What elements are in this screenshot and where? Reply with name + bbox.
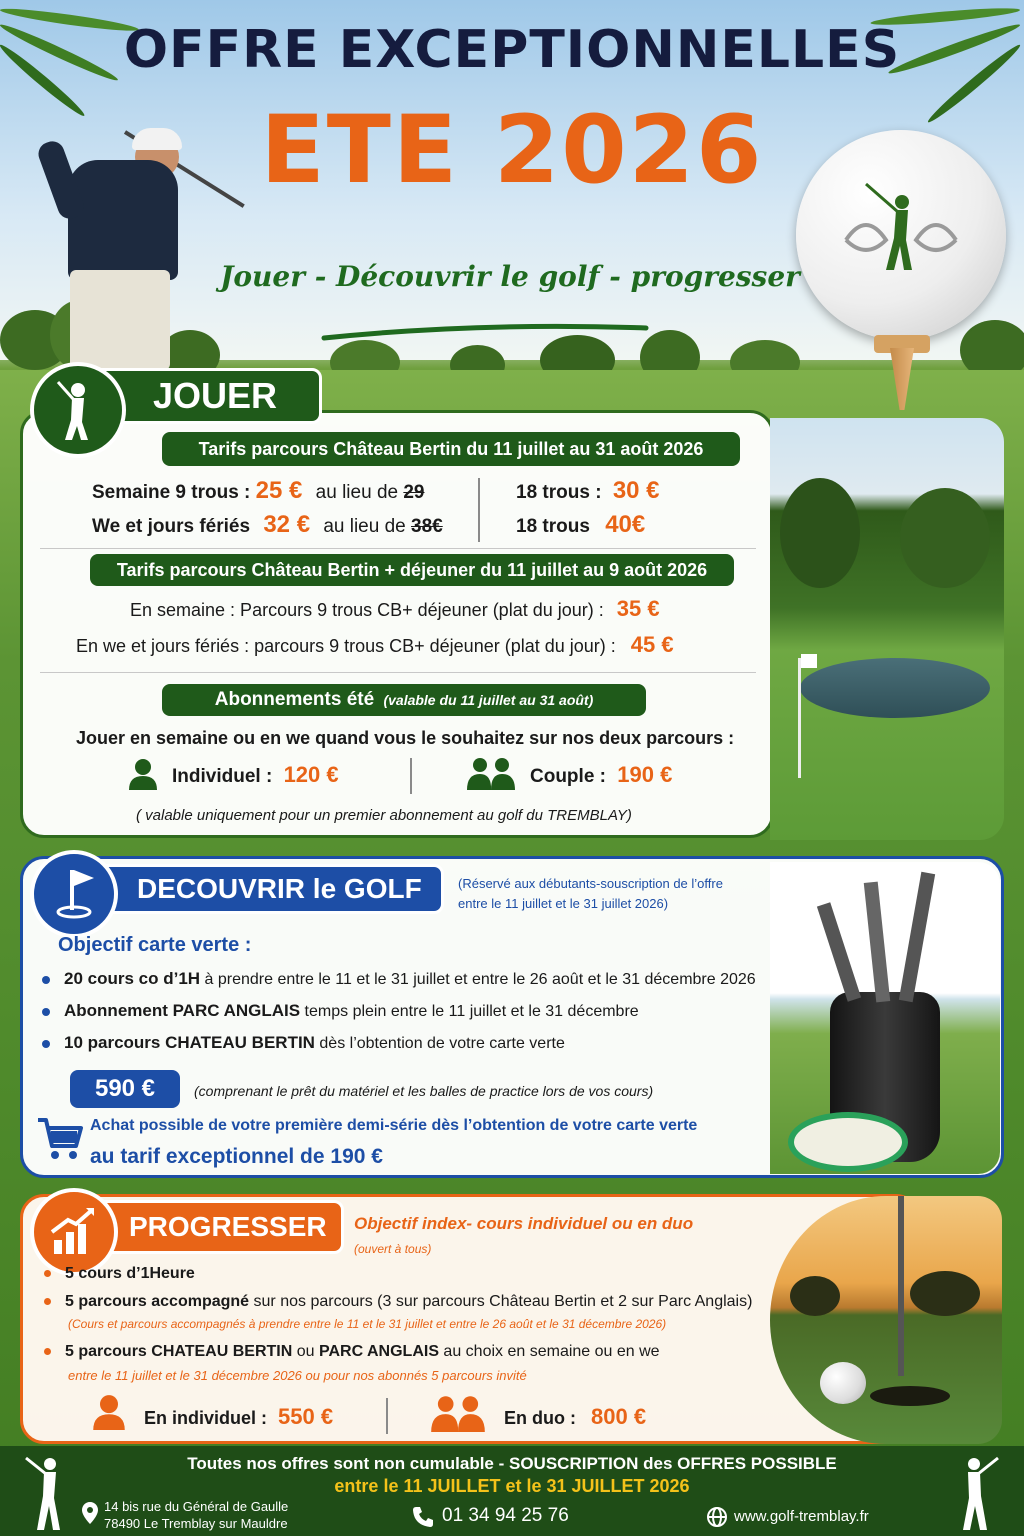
bullet-icon [44,1270,51,1277]
tagline: Jouer - Découvrir le golf - progresser [220,260,800,293]
section-divider [40,548,756,549]
progresser-duo: En duo : 800 € [504,1404,647,1429]
section-divider [40,672,756,673]
tarif-row-semaine: Semaine 9 trous : 25 € au lieu de 29 [92,477,425,504]
divider [478,478,480,542]
decouvrir-item-1: 20 cours co d’1H à prendre entre le 11 et le 31 juillet et entre le 26 août et le 31 décembre 2026 [42,966,756,993]
footer-line-2: entre le 11 JUILLET et le 31 JUILLET 2026 [334,1476,690,1496]
dejeuner-row-we: En we et jours fériés : parcours 9 trous CB+ déjeuner (plat du jour) : 45 € [76,632,674,657]
tarif-18-trous-semaine: 18 trous : 30 € [516,477,660,504]
bullet-icon [44,1348,51,1355]
couple-icon [466,756,516,790]
dejeuner-banner: Tarifs parcours Château Bertin + déjeuner du 11 juillet au 9 août 2026 [90,554,734,586]
couple-icon [430,1394,486,1432]
bullet-icon [44,1298,51,1305]
tagline-underline [320,318,650,342]
progresser-objectif: Objectif index- cours individuel ou en duo [354,1214,694,1233]
footer-website[interactable]: www.golf-tremblay.fr [734,1508,869,1525]
tarifs-banner: Tarifs parcours Château Bertin du 11 juillet au 31 août 2026 [162,432,740,466]
abo-couple: Couple : 190 € [530,762,673,787]
progresser-heading: PROGRESSER [96,1200,344,1254]
golf-hole-sunset-photo [770,1196,1002,1444]
jouer-badge [30,362,126,458]
achat-line-1: Achat possible de votre première demi-série dès l’obtention de votre carte verte [90,1117,698,1134]
jouer-heading: JOUER [90,368,322,424]
decouvrir-price-note: (comprenant le prêt du matériel et les balles de practice lors de vos cours) [194,1083,654,1099]
progresser-item-3: 5 parcours CHATEAU BERTIN ou PARC ANGLAIS au choix en semaine ou en we [44,1340,660,1364]
golf-bag-photo [770,862,1000,1174]
bullet-icon [42,1008,50,1016]
progresser-objectif-sub: (ouvert à tous) [354,1242,432,1256]
progresser-item-2-note: (Cours et parcours accompagnés à prendre entre le 11 et le 31 juillet et entre le 26 août et le 31 décembre 2026) [68,1317,667,1331]
achat-line-2: au tarif exceptionnel de 190 € [90,1145,383,1168]
abonnements-text: Jouer en semaine ou en we quand vous le souhaitez sur nos deux parcours : [76,728,735,748]
tarif-18-trous-we: 18 trous 40€ [516,511,646,538]
globe-icon [706,1506,728,1528]
phone-icon [412,1506,434,1528]
flag-icon [34,854,114,934]
decouvrir-item-3: 10 parcours CHATEAU BERTIN dès l’obtention de votre carte verte [42,1030,565,1057]
golf-course-photo [770,418,1004,840]
progresser-item-2: 5 parcours accompagné sur nos parcours (3 sur parcours Château Bertin et 2 sur Parc Anglais) [44,1290,752,1314]
golfer-icon [34,366,122,454]
abonnements-banner: Abonnements été (valable du 11 juillet au 31 août) [162,684,646,716]
bullet-icon [42,976,50,984]
footer-line-1: Toutes nos offres sont non cumulable - SOUSCRIPTION des OFFRES POSSIBLE [187,1454,837,1473]
page-subtitle: ETE 2026 [260,96,764,205]
decouvrir-price-badge: 590 € [70,1070,180,1108]
person-icon [128,758,158,790]
dejeuner-row-semaine: En semaine : Parcours 9 trous CB+ déjeuner (plat du jour) : 35 € [130,596,660,621]
cart-icon [36,1116,84,1162]
abo-individuel: Individuel : 120 € [172,762,339,787]
page-title: OFFRE EXCEPTIONNELLES [123,20,901,80]
footer-phone[interactable]: 01 34 94 25 76 [442,1505,569,1526]
decouvrir-note: (Réservé aux débutants-souscription de l’offre entre le 11 juillet et le 31 juillet 2026) [458,876,723,911]
footer-address: 14 bis rue du Général de Gaulle 78490 Le Tremblay sur Mauldre [104,1499,289,1531]
objectif-carte-verte: Objectif carte verte : [58,934,252,956]
progresser-individuel: En individuel : 550 € [144,1404,334,1429]
abonnement-footnote: ( valable uniquement pour un premier abonnement au golf du TREMBLAY) [136,807,632,824]
location-icon [82,1502,98,1524]
bullet-icon [42,1040,50,1048]
progresser-item-1: 5 cours d’1Heure [44,1262,195,1286]
decouvrir-item-2: Abonnement PARC ANGLAIS temps plein entre le 11 juillet et le 31 décembre [42,998,639,1025]
tarif-row-we: We et jours fériés 32 € au lieu de 38€ [92,511,443,538]
person-icon [92,1394,126,1430]
decouvrir-heading: DECOUVRIR le GOLF [96,864,444,914]
decouvrir-badge [30,850,118,938]
divider [386,1398,388,1434]
growth-chart-icon [34,1192,114,1272]
divider [410,758,412,794]
progresser-item-3-note: entre le 11 juillet et le 31 décembre 2026 ou pour nos abonnés 5 parcours invité [68,1368,527,1383]
